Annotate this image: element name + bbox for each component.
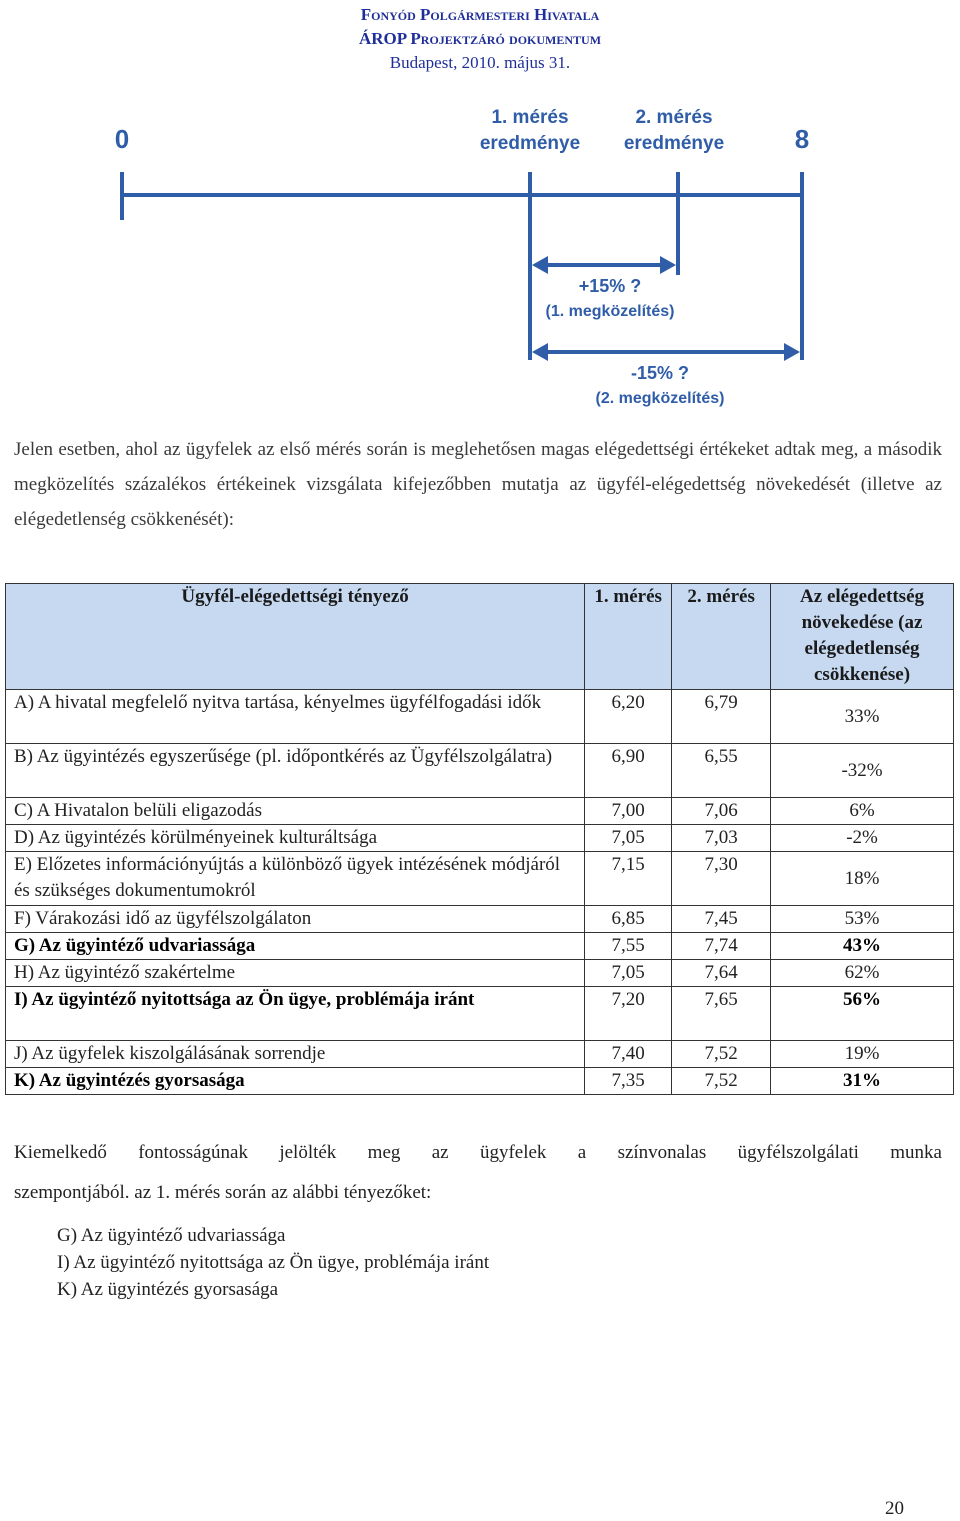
m2-cell: 7,52 (672, 1041, 771, 1068)
m2-cell: 7,64 (672, 960, 771, 987)
factor-cell: F) Várakozási idő az ügyfélszolgálaton (6, 906, 585, 933)
m2-cell: 7,06 (672, 798, 771, 825)
approach-2-value: -15% ? (630, 363, 690, 383)
change-cell: 19% (771, 1041, 954, 1068)
m1-label-line2: eredménye (479, 133, 581, 154)
m1-cell: 7,05 (585, 960, 672, 987)
list-item: G) Az ügyintéző udvariassága (57, 1225, 286, 1246)
change-cell: 18% (771, 852, 954, 906)
change-cell: 6% (771, 798, 954, 825)
m1-label-line1: 1. mérés (491, 107, 569, 128)
factor-cell: J) Az ügyfelek kiszolgálásának sorrendje (6, 1041, 585, 1068)
m2-cell: 7,45 (672, 906, 771, 933)
satisfaction-table (5, 583, 954, 1095)
factor-cell: E) Előzetes információnyújtás a különböző ügyek intézésének módjáról és szükséges dokumentumokról (6, 852, 585, 906)
m2-cell: 7,52 (672, 1068, 771, 1095)
header-m2: 2. mérés (672, 584, 771, 690)
change-cell: 33% (771, 690, 954, 744)
m1-cell: 6,85 (585, 906, 672, 933)
table-row (6, 987, 954, 1041)
table-header-row (6, 584, 954, 690)
m1-cell: 7,05 (585, 825, 672, 852)
change-cell: -32% (771, 744, 954, 798)
table-row (6, 744, 954, 798)
m1-cell: 6,90 (585, 744, 672, 798)
factor-cell: G) Az ügyintéző udvariassága (6, 933, 585, 960)
m1-cell: 6,20 (585, 690, 672, 744)
table-row (6, 1041, 954, 1068)
factor-cell: H) Az ügyintéző szakértelme (6, 960, 585, 987)
change-cell: -2% (771, 825, 954, 852)
table-row (6, 1068, 954, 1095)
approach-2-label: (2. megközelítés) (595, 390, 725, 407)
arrowhead-2-right (784, 343, 800, 361)
approach-1-value: +15% ? (578, 276, 642, 296)
table-row (6, 960, 954, 987)
m2-label-line1: 2. mérés (635, 107, 713, 128)
closing-line-1: Kiemelkedő fontosságúnak jelölték meg az ügyfelek a színvonalas ügyfélszolgálati munka (14, 1142, 942, 1163)
highlight-list (57, 1222, 489, 1303)
change-cell: 62% (771, 960, 954, 987)
approach-1-label: (1. megközelítés) (545, 303, 675, 320)
table-row (6, 798, 954, 825)
header-factor: Ügyfél-elégedettségi tényező (6, 584, 585, 690)
m2-cell: 7,74 (672, 933, 771, 960)
m1-cell: 7,15 (585, 852, 672, 906)
m1-cell: 7,40 (585, 1041, 672, 1068)
factor-cell: I) Az ügyintéző nyitottsága az Ön ügye, problémája iránt (6, 987, 585, 1041)
table-row (6, 933, 954, 960)
factor-cell: K) Az ügyintézés gyorsasága (6, 1068, 585, 1095)
header-change: Az elégedettség növekedése (az elégedetlenség csökkenése) (771, 584, 954, 690)
arrowhead-1-left (532, 256, 548, 274)
m1-cell: 7,00 (585, 798, 672, 825)
m1-cell: 7,55 (585, 933, 672, 960)
arrowhead-2-left (532, 343, 548, 361)
arrowhead-1-right (660, 256, 676, 274)
header-m1: 1. mérés (585, 584, 672, 690)
change-cell: 31% (771, 1068, 954, 1095)
m2-label-line2: eredménye (623, 133, 725, 154)
change-cell: 43% (771, 933, 954, 960)
header-date: Budapest, 2010. május 31. (389, 53, 571, 72)
m2-cell: 6,79 (672, 690, 771, 744)
intro-paragraph: Jelen esetben, ahol az ügyfelek az első mérés során is meglehetősen magas elégedettségi értékeket adtak meg, a második megközelítés százalékos értékeinek vizsgálata kifejezőbben mutatja az ügyfél-elégedettség növekedését (illetve az elégedetlenség csökkenését): (14, 439, 942, 530)
scale-start-label: 0 (114, 124, 130, 154)
closing-line-2: szempontjából. az 1. mérés során az alábbi tényezőket: (14, 1182, 432, 1203)
header-office: Fonyód Polgármesteri Hivatala (360, 5, 600, 24)
list-item: I) Az ügyintéző nyitottsága az Ön ügye, problémája iránt (57, 1252, 490, 1273)
m2-cell: 7,65 (672, 987, 771, 1041)
list-item: K) Az ügyintézés gyorsasága (57, 1279, 279, 1300)
m1-cell: 7,35 (585, 1068, 672, 1095)
scale-end-label: 8 (794, 124, 810, 154)
change-cell: 56% (771, 987, 954, 1041)
header-document: ÁROP Projektzáró dokumentum (358, 29, 602, 48)
factor-cell: B) Az ügyintézés egyszerűsége (pl. időpontkérés az Ügyfélszolgálatra) (6, 744, 585, 798)
m2-cell: 7,30 (672, 852, 771, 906)
factor-cell: C) A Hivatalon belüli eligazodás (6, 798, 585, 825)
measurement-diagram (0, 90, 960, 420)
table-row (6, 825, 954, 852)
page-number: 20 (885, 1498, 904, 1519)
factor-cell: D) Az ügyintézés körülményeinek kulturáltsága (6, 825, 585, 852)
factor-cell: A) A hivatal megfelelő nyitva tartása, kényelmes ügyfélfogadási idők (6, 690, 585, 744)
table-row (6, 690, 954, 744)
m1-cell: 7,20 (585, 987, 672, 1041)
table-row (6, 906, 954, 933)
m2-cell: 6,55 (672, 744, 771, 798)
table-row (6, 852, 954, 906)
change-cell: 53% (771, 906, 954, 933)
m2-cell: 7,03 (672, 825, 771, 852)
